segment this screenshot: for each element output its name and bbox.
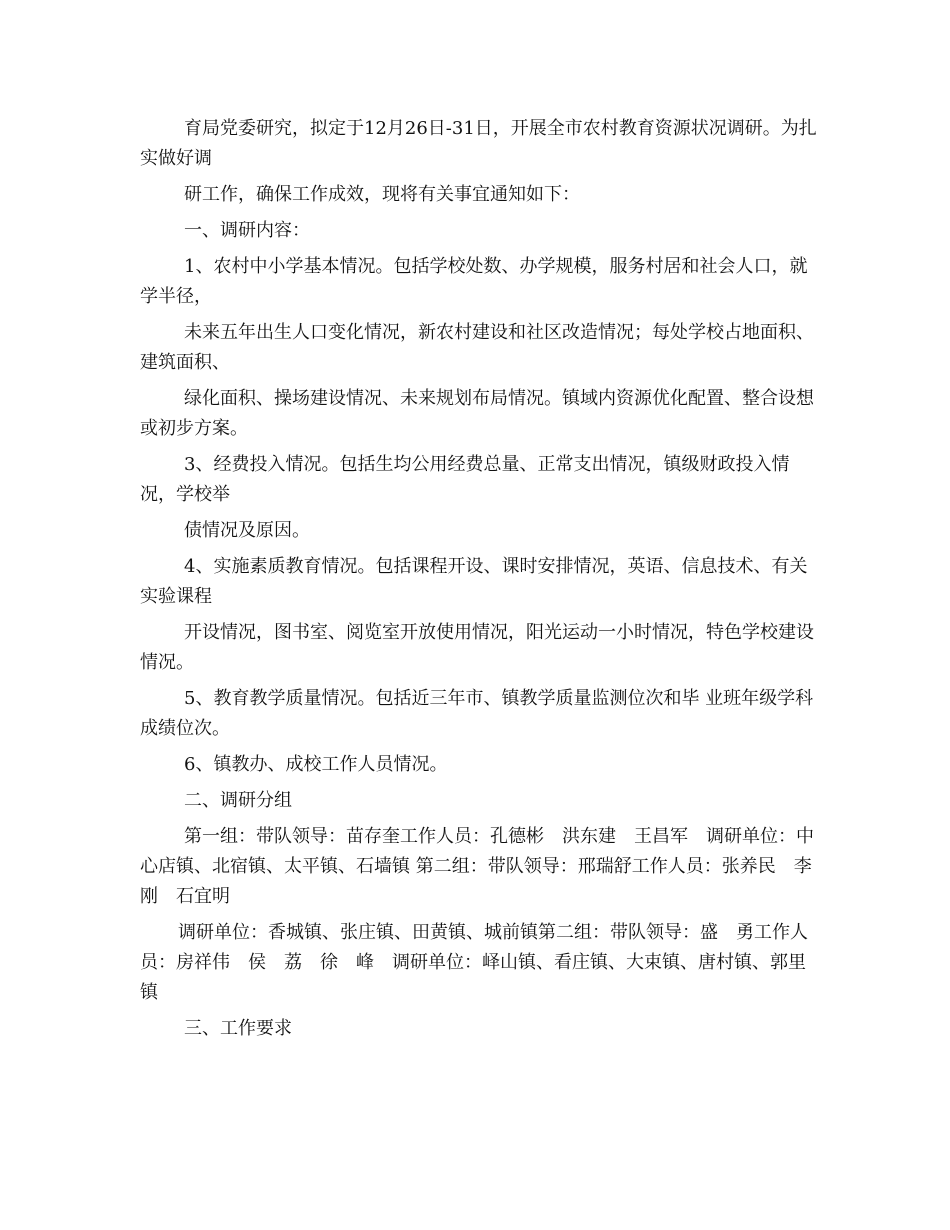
paragraph-item-1: 1、农村中小学基本情况。包括学校处数、办学规模，服务村居和社会人口，就学半径， <box>140 256 808 307</box>
heading-research-groups: 二、调研分组 <box>184 790 292 811</box>
document-body <box>140 114 830 1050</box>
paragraph-item-4-cont: 开设情况，图书室、阅览室开放使用情况，阳光运动一小时情况，特色学校建设情况。 <box>140 622 814 673</box>
paragraph-item-3-cont: 债情况及原因。 <box>184 520 310 541</box>
paragraph-item-1-cont-a: 未来五年出生人口变化情况，新农村建设和社区改造情况；每处学校占地面积、建筑面积、 <box>140 322 814 373</box>
paragraph-item-4: 4、实施素质教育情况。包括课程开设、课时安排情况，英语、信息技术、有关实验课程 <box>140 556 808 607</box>
heading-work-requirements: 三、工作要求 <box>184 1018 292 1039</box>
paragraph-notice: 研工作，确保工作成效，现将有关事宜通知如下： <box>184 184 580 205</box>
paragraph-group-1-2: 第一组：带队领导：苗存奎工作人员：孔德彬 洪东建 王昌军 调研单位：中心店镇、北宿镇、太平镇、石墙镇 第二组：带队领导：邢瑞舒工作人员：张养民 李 刚 石宜明 <box>140 826 830 907</box>
heading-research-content: 一、调研内容： <box>184 220 310 241</box>
paragraph-item-6: 6、镇教办、成校工作人员情况。 <box>184 754 448 775</box>
paragraph-item-5: 5、教育教学质量情况。包括近三年市、镇教学质量监测位次和毕 业班年级学科成绩位次。 <box>140 688 814 739</box>
paragraph-item-3: 3、经费投入情况。包括生均公用经费总量、正常支出情况，镇级财政投入情况，学校举 <box>140 454 790 505</box>
paragraph-group-units: 调研单位：香城镇、张庄镇、田黄镇、城前镇第二组：带队领导：盛 勇工作人员：房祥伟 侯 荔 徐 峰 调研单位：峄山镇、看庄镇、大束镇、唐村镇、郭里镇 <box>140 922 808 1003</box>
paragraph-intro: 育局党委研究，拟定于12月26日-31日，开展全市农村教育资源状况调研。为扎实做好调 <box>140 118 817 169</box>
paragraph-item-1-cont-b: 绿化面积、操场建设情况、未来规划布局情况。镇域内资源优化配置、整合设想或初步方案。 <box>140 388 814 439</box>
